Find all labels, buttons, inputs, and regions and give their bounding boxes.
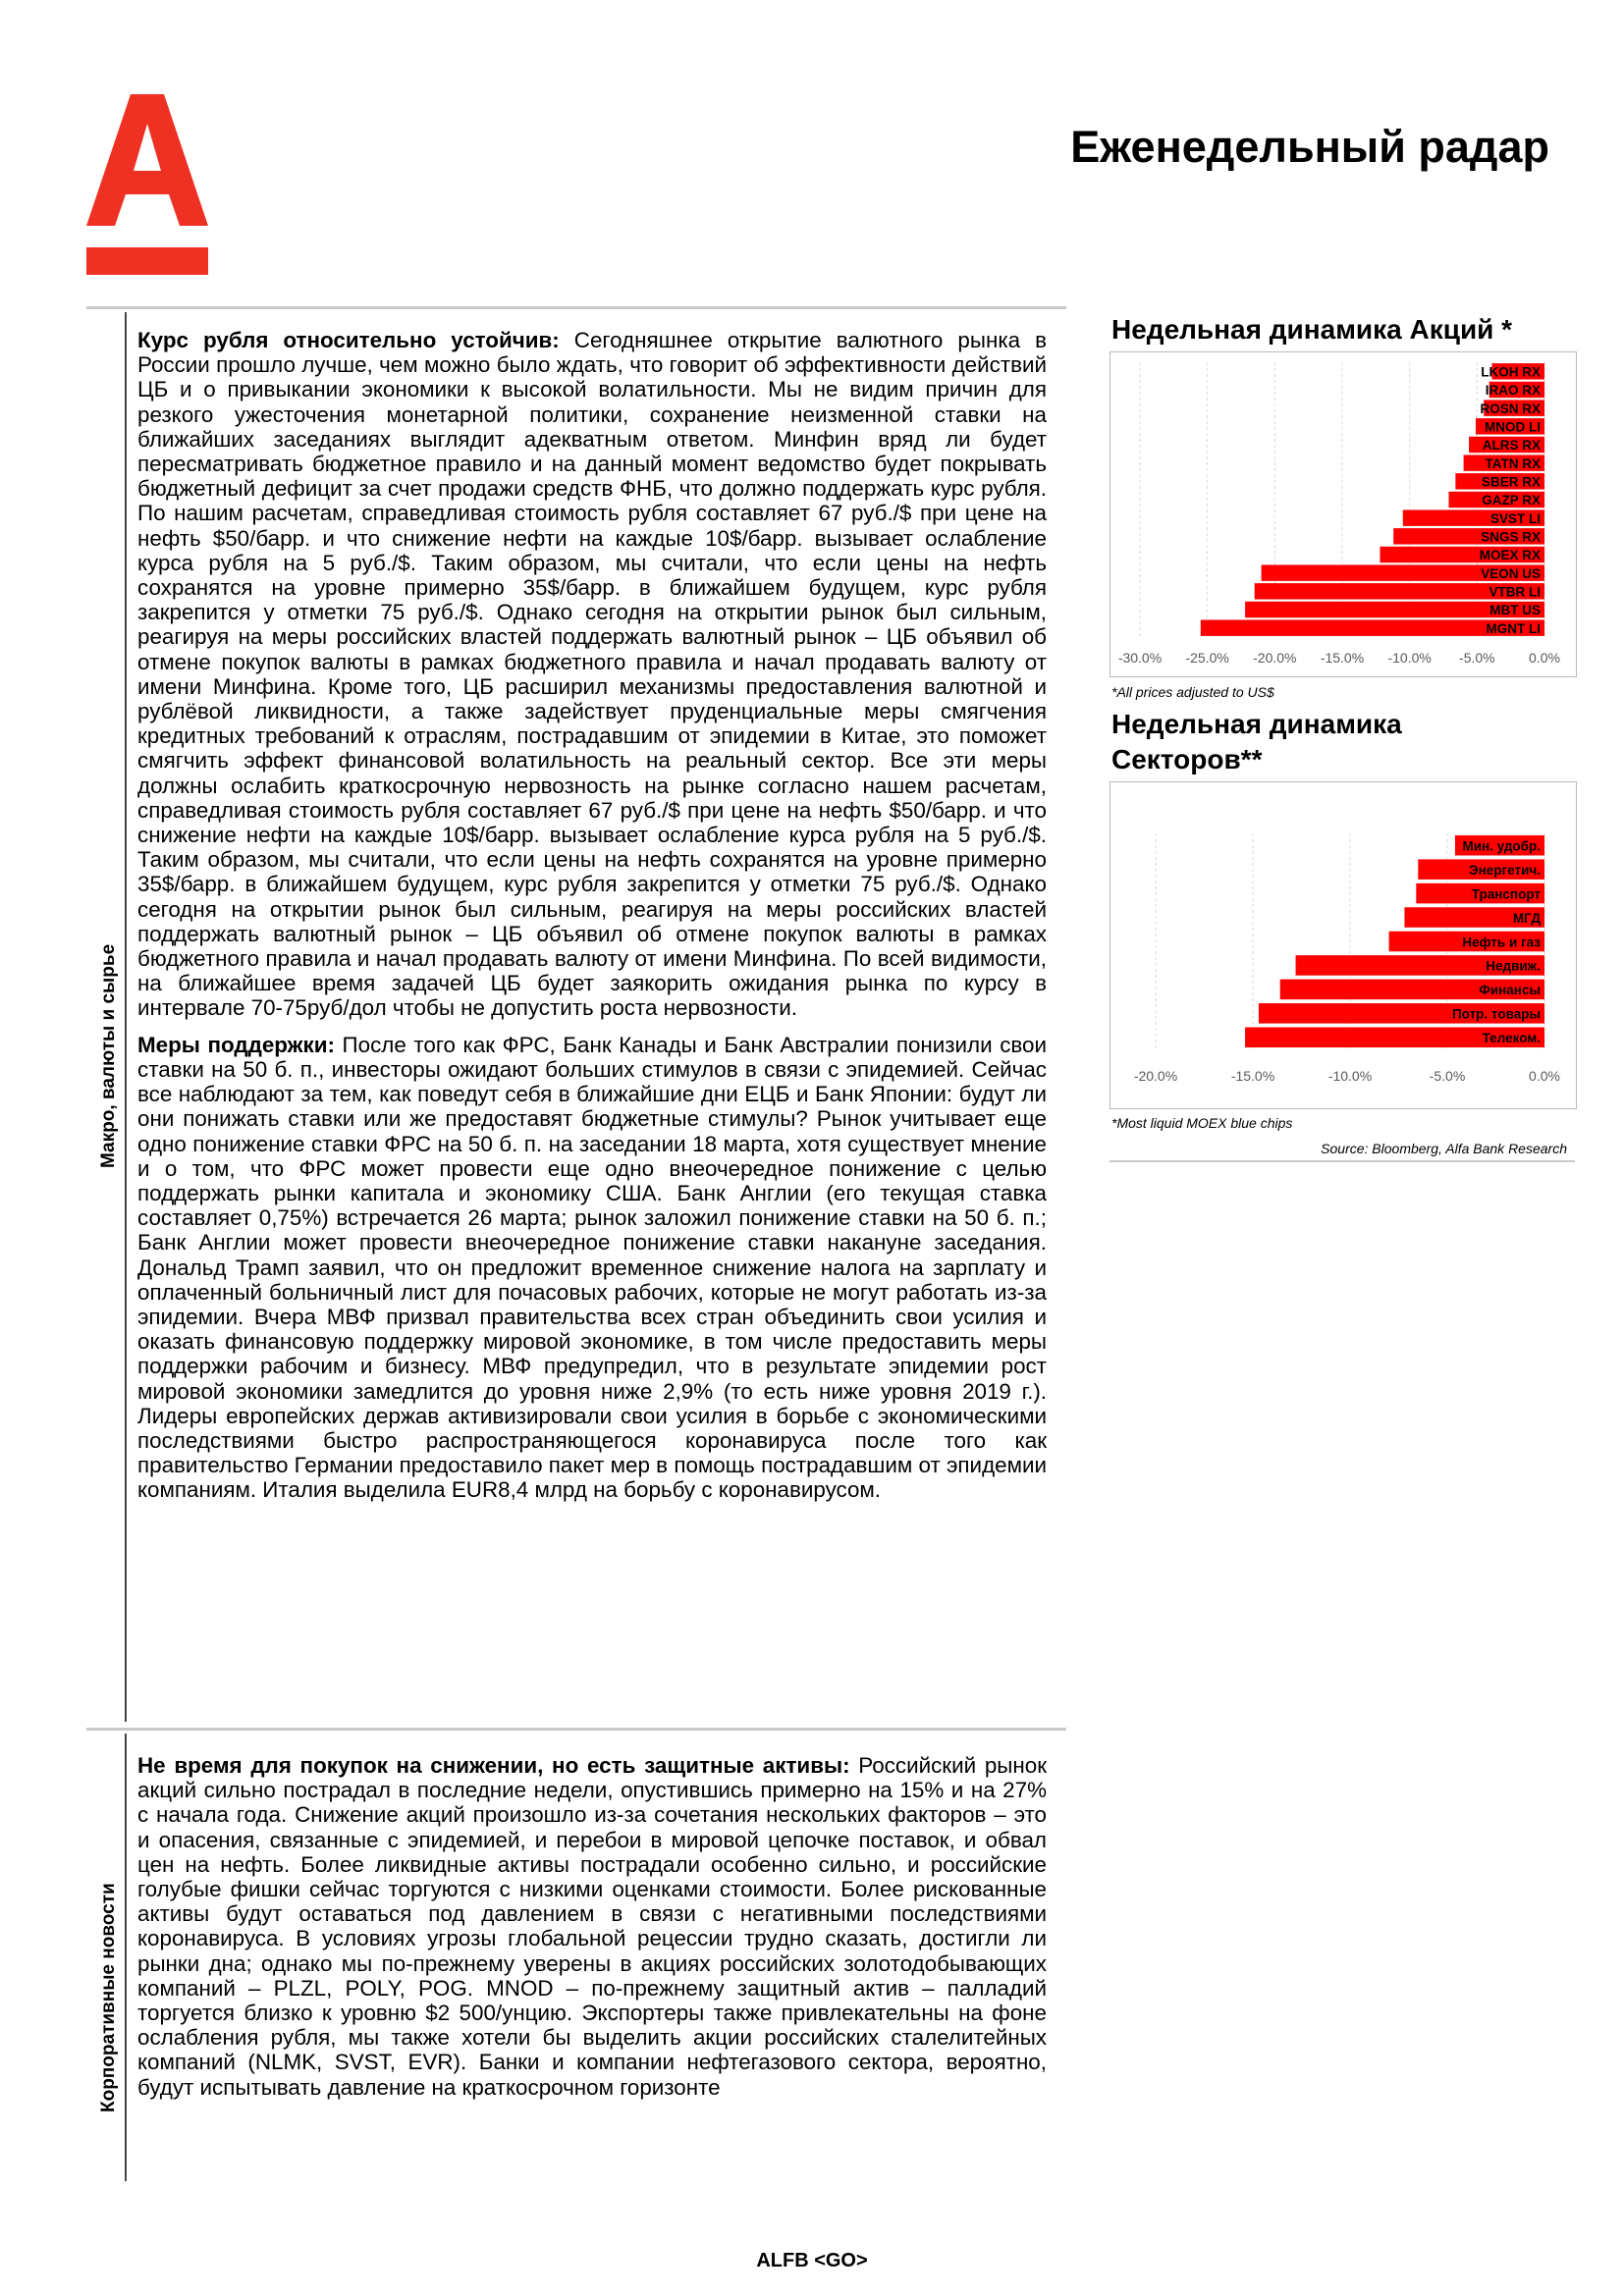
- bar-label: SBER RX: [1481, 474, 1541, 490]
- corporate-section-line: [125, 1734, 127, 2181]
- stocks-chart-box: [1110, 351, 1577, 677]
- alfa-bank-logo: [86, 94, 208, 275]
- sectors-chart-title: Недельная динамика Секторов**: [1111, 709, 1402, 774]
- x-tick-label: -10.0%: [1327, 1068, 1373, 1084]
- section-divider: [86, 1728, 1066, 1731]
- bar-label: Транспорт: [1471, 886, 1541, 902]
- bar-label: SNGS RX: [1481, 529, 1541, 545]
- x-tick-label: 0.0%: [1529, 650, 1560, 666]
- bar-label: MNOD LI: [1485, 419, 1541, 435]
- x-tick-label: -20.0%: [1253, 650, 1297, 666]
- section-label-macro: Макро, валюты и сырье: [98, 943, 119, 1168]
- bar-label: ROSN RX: [1480, 400, 1541, 416]
- x-tick-label: -5.0%: [1429, 1068, 1466, 1084]
- paragraph-lead: Меры поддержки:: [137, 1032, 335, 1057]
- x-tick-label: -10.0%: [1387, 650, 1432, 666]
- bar-label: Энергетич.: [1469, 862, 1541, 878]
- source-note: Source: Bloomberg, Alfa Bank Research: [1321, 1141, 1567, 1156]
- bar-label: TATN RX: [1485, 455, 1541, 471]
- bar-label: IRAO RX: [1485, 383, 1541, 399]
- bar-label: Потр. товары: [1451, 1006, 1541, 1022]
- x-tick-label: -15.0%: [1230, 1068, 1275, 1084]
- stocks-chart-note: *All prices adjusted to US$: [1111, 684, 1274, 700]
- bar-label: Мин. удобр.: [1462, 838, 1541, 854]
- paragraph-defensive: Не время для покупок на снижении, но есть защитные активы: Российский рынок акций сильно пострадал в последние недели, опустившись примерно на 15% и на 27% с начала года. Снижение акций произошло из-за сочетания нескольких факторов – это и опасения, связанные с эпидемией, и перебои в мировой цепочке поставок, и обвал цен на нефть. Более ликвидные активы пострадали особенно сильно, и российские голубые фишки сейчас торгуются с низкими оценками стоимости. Более рискованные активы будут оставаться под давлением в связи с негативными последствиями коронавируса. В условиях угрозы глобальной рецессии трудно сказать, достигли ли рынки дна; однако мы по-прежнему уверены в акциях российских золотодобывающих компаний – PLZL, POLY, POG. MNOD – по-прежнему защитный актив – палладий торгуется близко к уровню $2 500/унцию. Экспортеры также привлекательны на фоне ослабления рубля, мы также хотели бы выделить акции российских сталелитейных компаний (NLMK, SVST, EVR). Банки и компании нефтегазового сектора, вероятно, будут испытывать давление на краткосрочном горизонте: [137, 1753, 1047, 2100]
- x-tick-label: -20.0%: [1133, 1068, 1178, 1084]
- macro-text: [137, 328, 1047, 1515]
- bar-label: Финансы: [1479, 983, 1541, 998]
- x-tick-label: 0.0%: [1529, 1068, 1560, 1084]
- bar-label: ALRS RX: [1482, 438, 1541, 454]
- stocks-chart-title: Недельная динамика Акций *: [1111, 314, 1513, 345]
- sectors-chart-box: [1110, 781, 1577, 1109]
- x-tick-label: -5.0%: [1459, 650, 1495, 666]
- paragraph-ruble: Курс рубля относительно устойчив: Сегодняшнее открытие валютного рынка в России прошло лучше, чем можно было ждать, что говорит об эффективности действий ЦБ и о привыкании экономики к высокой волатильности. Мы не видим причин для резкого ужесточения монетарной политики, сохранение неизменной ставки на ближайших заседаниях выглядит адекватным ответом. Минфин вряд ли будет пересматривать бюджетное правило и на данный момент ведомство будет покрывать бюджетный дефицит за счет продажи средств ФНБ, что должно поддержать курс рубля. По нашим расчетам, справедливая стоимость рубля составляет 67 руб./$ при цене на нефть $50/барр. и что снижение нефти на каждые 10$/барр. вызывает ослабление курса рубля на 5 руб./$. Таким образом, мы считали, что если цены на нефть сохранятся на уровне примерно 35$/барр. в ближайшем будущем, курс рубля закрепится у отметки 75 руб./$. Однако сегодня на открытии рынок был сильным, реагируя на меры российских властей поддержать валютный рынок – ЦБ объявил об отмене покупок валюты в рамках бюджетного правила и начал продавать валюту от имени Минфина. Кроме того, ЦБ расширил механизмы предоставления валютной и рублёвой ликвидности, а также задействует пруденциальные меры смягчения кредитных требований к отраслям, пострадавшим от эпидемии в Китае, это поможет смягчить эффект финансовой волатильность на реальный сектор. Все эти меры должны ослабить краткосрочную нервозность на рынке согласно нашем расчетам, справедливая стоимость рубля составляет 67 руб./$ при цене на нефть $50/барр. и что снижение нефти на каждые 10$/барр. вызывает ослабление курса рубля на 5 руб./$. Таким образом, мы считали, что если цены на нефть сохранятся на уровне примерно 35$/барр. в ближайшем будущем, курс рубля закрепится у отметки 75 руб./$. Однако сегодня на открытии рынок был сильным, реагируя на меры российских властей поддержать валютный рынок – ЦБ объявил об отмене покупок валюты в рамках бюджетного правила и начал продавать валюту от имени Минфина. По всей видимости, на ближайшее время задачей ЦБ будет заякорить ожидания рынка по курсу в интервале 70-75руб/дол чтобы не допустить роста нервозности.: [137, 328, 1047, 1021]
- sectors-chart: [1110, 782, 1576, 1108]
- paragraph-lead: Курс рубля относительно устойчив:: [137, 328, 560, 352]
- charts-bottom-divider: [1110, 1160, 1575, 1162]
- bar-label: MGNT LI: [1486, 620, 1541, 636]
- bar-label: SVST LI: [1489, 510, 1541, 526]
- x-tick-label: -15.0%: [1320, 650, 1365, 666]
- paragraph-support: Меры поддержки: После того как ФРС, Банк Канады и Банк Австралии понизили свои ставки на 50 б. п., инвесторы ожидают больших стимулов в связи с эпидемией. Сейчас все наблюдают за тем, как поведут себя в ближайшие дни ЕЦБ и Банк Японии: будут ли они понижать ставки или же предоставят бюджетные стимулы? Рынок учитывает еще одно понижение ставки ФРС на 50 б. п. на заседании 18 марта, хотя существует мнение и о том, что ФРС может провести еще одно внеочередное понижение с целью поддержать рынки капитала и экономику США. Банк Англии (его текущая ставка составляет 0,75%) встречается 26 марта; рынок заложил понижение ставки на 50 б. п.; Банк Англии может провести внеочередное понижение ставки накануне заседания. Дональд Трамп заявил, что он предложит временное снижение налога на зарплату и оплаченный больничный лист для почасовых рабочих, которые не могут работать из-за эпидемии. Вчера МВФ призвал правительства всех стран объединить свои усилия и оказать финансовую поддержку мировой экономике, в том числе предоставить меры поддержки рабочим и бизнесу. МВФ предупредил, что в результате эпидемии рост мировой экономики замедлится до уровня ниже 2,9% (то есть ниже уровня 2019 г.). Лидеры европейских держав активизировали свои усилия в борьбе с экономическими последствиями быстро распространяющегося коронавируса после того как правительство Германии предоставило пакет мер в помощь пострадавшим от эпидемии компаниям. Италия выделила EUR8,4 млрд на борьбу с коронавирусом.: [137, 1032, 1047, 1503]
- bar-label: Телеком.: [1482, 1031, 1541, 1046]
- stocks-chart: [1110, 352, 1576, 676]
- top-divider: [86, 306, 1066, 309]
- corporate-text: [137, 1753, 1047, 2111]
- bar-label: VTBR LI: [1489, 584, 1541, 600]
- bar-label: Недвиж.: [1486, 958, 1541, 974]
- bar-label: MBT US: [1489, 603, 1541, 618]
- bar-label: МГД: [1512, 910, 1541, 926]
- x-tick-label: -30.0%: [1117, 650, 1163, 666]
- sectors-chart-note: *Most liquid MOEX blue chips: [1111, 1115, 1293, 1131]
- macro-section-line: [125, 312, 127, 1722]
- footer-ticker: ALFB <GO>: [756, 2250, 868, 2271]
- paragraph-lead: Не время для покупок на снижении, но есть защитные активы:: [137, 1753, 850, 1778]
- section-label-corporate: Корпоративные новости: [98, 1883, 119, 2112]
- bar-label: GAZP RX: [1482, 493, 1541, 508]
- bar-label: Нефть и газ: [1462, 934, 1541, 950]
- x-tick-label: -25.0%: [1185, 650, 1229, 666]
- bar-label: LKOH RX: [1481, 364, 1541, 380]
- page-title: Еженедельный радар: [1070, 122, 1549, 172]
- bar-label: MOEX RX: [1479, 548, 1541, 563]
- bar-label: VEON US: [1481, 565, 1541, 581]
